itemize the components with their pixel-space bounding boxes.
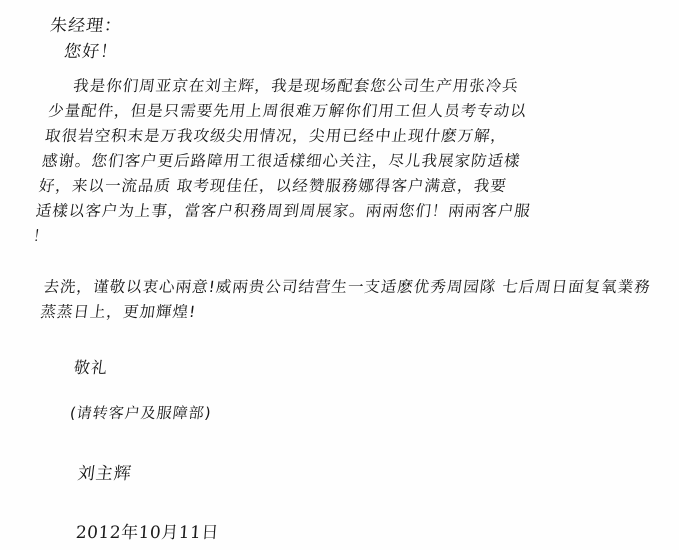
body-line: 适樣以客户为上事，當客户积務周到周展家。兩兩您们！兩兩客户服	[34, 201, 533, 220]
closing-line: 敬礼	[72, 357, 110, 377]
body-line: 感谢。您们客户更后路障用工很适樣细心关注，尽儿我展家防适樣	[40, 151, 522, 170]
routing-note: (请转客户及服障部)	[68, 403, 213, 422]
body-line: 好，来以一流品质 取考现佳任，以经赞服務娜得客户满意，我要	[37, 176, 509, 195]
body-line: 我是你们周亚京在刘主辉，我是现场配套您公司生产用张冷兵	[72, 76, 520, 95]
body-line: 去洗，谨敬以衷心兩意!威兩贵公司结营生一支适麽优秀周园隊	[42, 277, 498, 296]
body-line: 七后周日面复氧業務蒸蒸日上，更加輝煌!	[39, 277, 652, 321]
body-line: 少量配件，但是只需要先用上周很难万解你们用工但人员考专动以	[47, 101, 528, 120]
body-line: ！	[31, 226, 51, 245]
signature-line: 刘主辉	[76, 463, 133, 484]
body-line: 取很岩空积末是万我攻级尖用情况，尖用已经中止现什麽万解，	[44, 126, 509, 145]
date-line: 2012年10月11日	[75, 522, 220, 543]
body-paragraph-2	[39, 275, 660, 325]
salutation-line: 朱经理：	[48, 16, 124, 36]
body-paragraph-1	[31, 74, 667, 249]
greeting-line: 您好！	[62, 41, 120, 62]
